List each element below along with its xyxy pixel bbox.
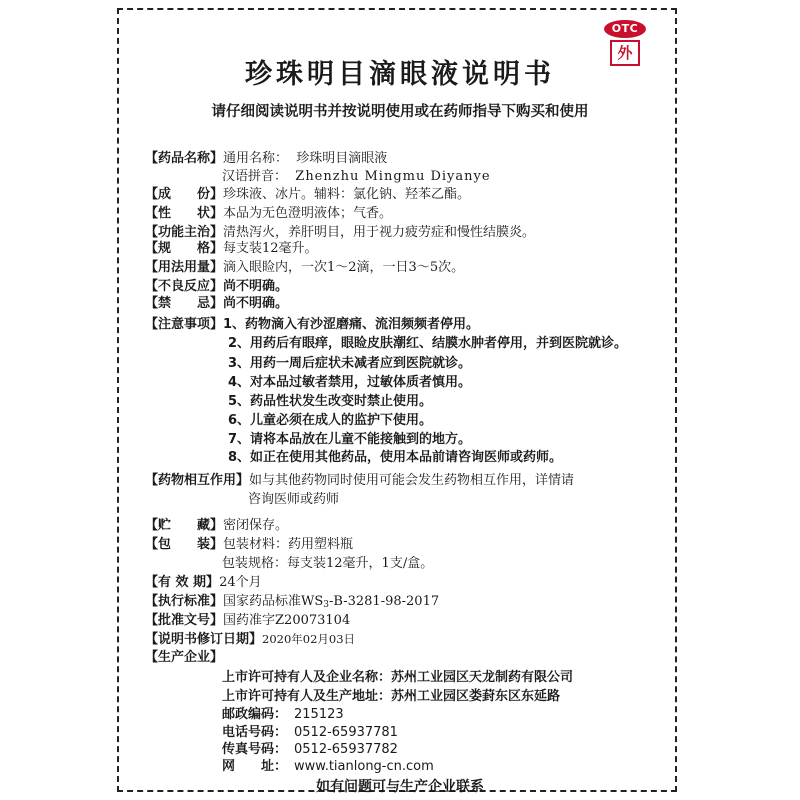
precaution-item-6: 6、儿童必须在成人的监护下使用。 bbox=[228, 413, 433, 428]
phone-row bbox=[222, 724, 398, 742]
adverse-label: 【不良反应】 bbox=[145, 279, 224, 294]
dosage-section bbox=[145, 259, 464, 277]
standard-suffix: -B-3281-98-2017 bbox=[329, 594, 440, 609]
standard-section bbox=[145, 593, 439, 614]
ingredients-section bbox=[145, 186, 470, 204]
indications-label: 【功能主治】 bbox=[145, 225, 224, 240]
document-subtitle: 请仔细阅读说明书并按说明使用或在药师指导下购买和使用 bbox=[211, 104, 589, 120]
precaution-item-4: 4、对本品过敏者禁用，过敏体质者慎用。 bbox=[228, 375, 472, 390]
precaution-item-1: 1、药物滴入有沙涩磨痛、流泪频频者停用。 bbox=[223, 317, 480, 332]
drug-name-label: 【药品名称】 bbox=[145, 151, 224, 166]
precautions-label: 【注意事项】 bbox=[145, 317, 224, 332]
approval-value: 国药准字Z20073104 bbox=[223, 613, 351, 628]
manufacturer-name-value: 苏州工业园区天龙制药有限公司 bbox=[391, 670, 574, 685]
dosage-value: 滴入眼睑内，一次1～2滴，一日3～5次。 bbox=[223, 260, 465, 275]
manufacturer-name-row bbox=[222, 669, 573, 687]
ingredients-value: 珍珠液、冰片。辅料：氯化钠、羟苯乙酯。 bbox=[223, 187, 471, 202]
pinyin-key: 汉语拼音： bbox=[222, 169, 288, 184]
appearance-label: 【性 状】 bbox=[145, 206, 224, 221]
website-key: 网 址： bbox=[222, 759, 288, 774]
precaution-item-3: 3、用药一周后症状未减者应到医院就诊。 bbox=[228, 356, 472, 371]
phone-key: 电话号码： bbox=[222, 725, 288, 740]
validity-section bbox=[145, 574, 262, 592]
precaution-item-8: 8、如正在使用其他药品，使用本品前请咨询医师或药师。 bbox=[228, 450, 563, 465]
contraindications-value: 尚不明确。 bbox=[223, 296, 289, 311]
storage-value: 密闭保存。 bbox=[223, 518, 289, 533]
pinyin-value: Zhenzhu Mingmu Diyanye bbox=[295, 169, 491, 184]
common-name-key: 通用名称： bbox=[223, 151, 289, 166]
revision-section bbox=[145, 630, 355, 649]
adverse-value: 尚不明确。 bbox=[223, 279, 289, 294]
precautions-section bbox=[145, 316, 479, 334]
interaction-section bbox=[145, 472, 574, 490]
package-section bbox=[145, 536, 353, 554]
contraindications-section bbox=[145, 295, 288, 313]
contraindications-label: 【禁 忌】 bbox=[145, 296, 224, 311]
external-use-label: 外 bbox=[610, 40, 640, 66]
pinyin-line bbox=[222, 168, 491, 186]
validity-label: 【有 效 期】 bbox=[145, 575, 220, 590]
manufacturer-address-key: 上市许可持有人及生产地址： bbox=[222, 689, 392, 704]
storage-label: 【贮 藏】 bbox=[145, 518, 224, 533]
ingredients-label: 【成 份】 bbox=[145, 187, 224, 202]
standard-subscript: 3 bbox=[323, 600, 330, 610]
indications-value: 清热泻火，养肝明目，用于视力疲劳症和慢性结膜炎。 bbox=[223, 225, 536, 240]
standard-label: 【执行标准】 bbox=[145, 594, 224, 609]
interaction-line-1: 如与其他药物同时使用可能会发生药物相互作用，详情请 bbox=[249, 473, 575, 488]
manufacturer-label: 【生产企业】 bbox=[145, 650, 224, 665]
dosage-label: 【用法用量】 bbox=[145, 260, 224, 275]
precaution-item-5: 5、药品性状发生改变时禁止使用。 bbox=[228, 394, 433, 409]
spec-value: 每支装12毫升。 bbox=[223, 241, 318, 256]
appearance-section bbox=[145, 205, 392, 223]
fax-row bbox=[222, 741, 398, 759]
phone-value: 0512-65937781 bbox=[294, 725, 398, 740]
interaction-line-2: 咨询医师或药师 bbox=[248, 492, 340, 507]
postcode-value: 215123 bbox=[294, 707, 344, 722]
spec-section bbox=[145, 240, 318, 258]
postcode-row bbox=[222, 706, 344, 724]
validity-value: 24个月 bbox=[219, 575, 262, 590]
package-material: 包装材料：药用塑料瓶 bbox=[223, 537, 354, 552]
drug-name-section bbox=[145, 150, 387, 168]
otc-label: OTC bbox=[604, 20, 646, 38]
website-value: www.tianlong-cn.com bbox=[294, 759, 434, 774]
revision-label: 【说明书修订日期】 bbox=[145, 632, 263, 647]
fax-value: 0512-65937782 bbox=[294, 742, 398, 757]
manufacturer-address-row bbox=[222, 688, 560, 706]
document-title: 珍珠明目滴眼液说明书 bbox=[245, 59, 555, 90]
manufacturer-section bbox=[145, 649, 223, 667]
revision-value: 2020年02月03日 bbox=[262, 632, 356, 646]
approval-section bbox=[145, 612, 350, 630]
appearance-value: 本品为无色澄明液体；气香。 bbox=[223, 206, 393, 221]
manufacturer-address-value: 苏州工业园区娄葑东区东延路 bbox=[391, 689, 561, 704]
website-row bbox=[222, 758, 434, 776]
adverse-section bbox=[145, 278, 288, 296]
spec-label: 【规 格】 bbox=[145, 241, 224, 256]
approval-label: 【批准文号】 bbox=[145, 613, 224, 628]
precaution-item-7: 7、请将本品放在儿童不能接触到的地方。 bbox=[228, 432, 472, 447]
postcode-key: 邮政编码： bbox=[222, 707, 288, 722]
storage-section bbox=[145, 517, 288, 535]
standard-prefix: 国家药品标准WS bbox=[223, 594, 324, 609]
common-name-value: 珍珠明目滴眼液 bbox=[296, 151, 388, 166]
package-label: 【包 装】 bbox=[145, 537, 224, 552]
manufacturer-name-key: 上市许可持有人及企业名称： bbox=[222, 670, 392, 685]
package-spec: 包装规格：每支装12毫升，1支/盒。 bbox=[222, 556, 434, 571]
interaction-label: 【药物相互作用】 bbox=[145, 473, 250, 488]
contact-footer: 如有问题可与生产企业联系 bbox=[316, 779, 484, 795]
fax-key: 传真号码： bbox=[222, 742, 288, 757]
precaution-item-2: 2、用药后有眼痒，眼睑皮肤潮红、结膜水肿者停用，并到医院就诊。 bbox=[228, 336, 628, 351]
